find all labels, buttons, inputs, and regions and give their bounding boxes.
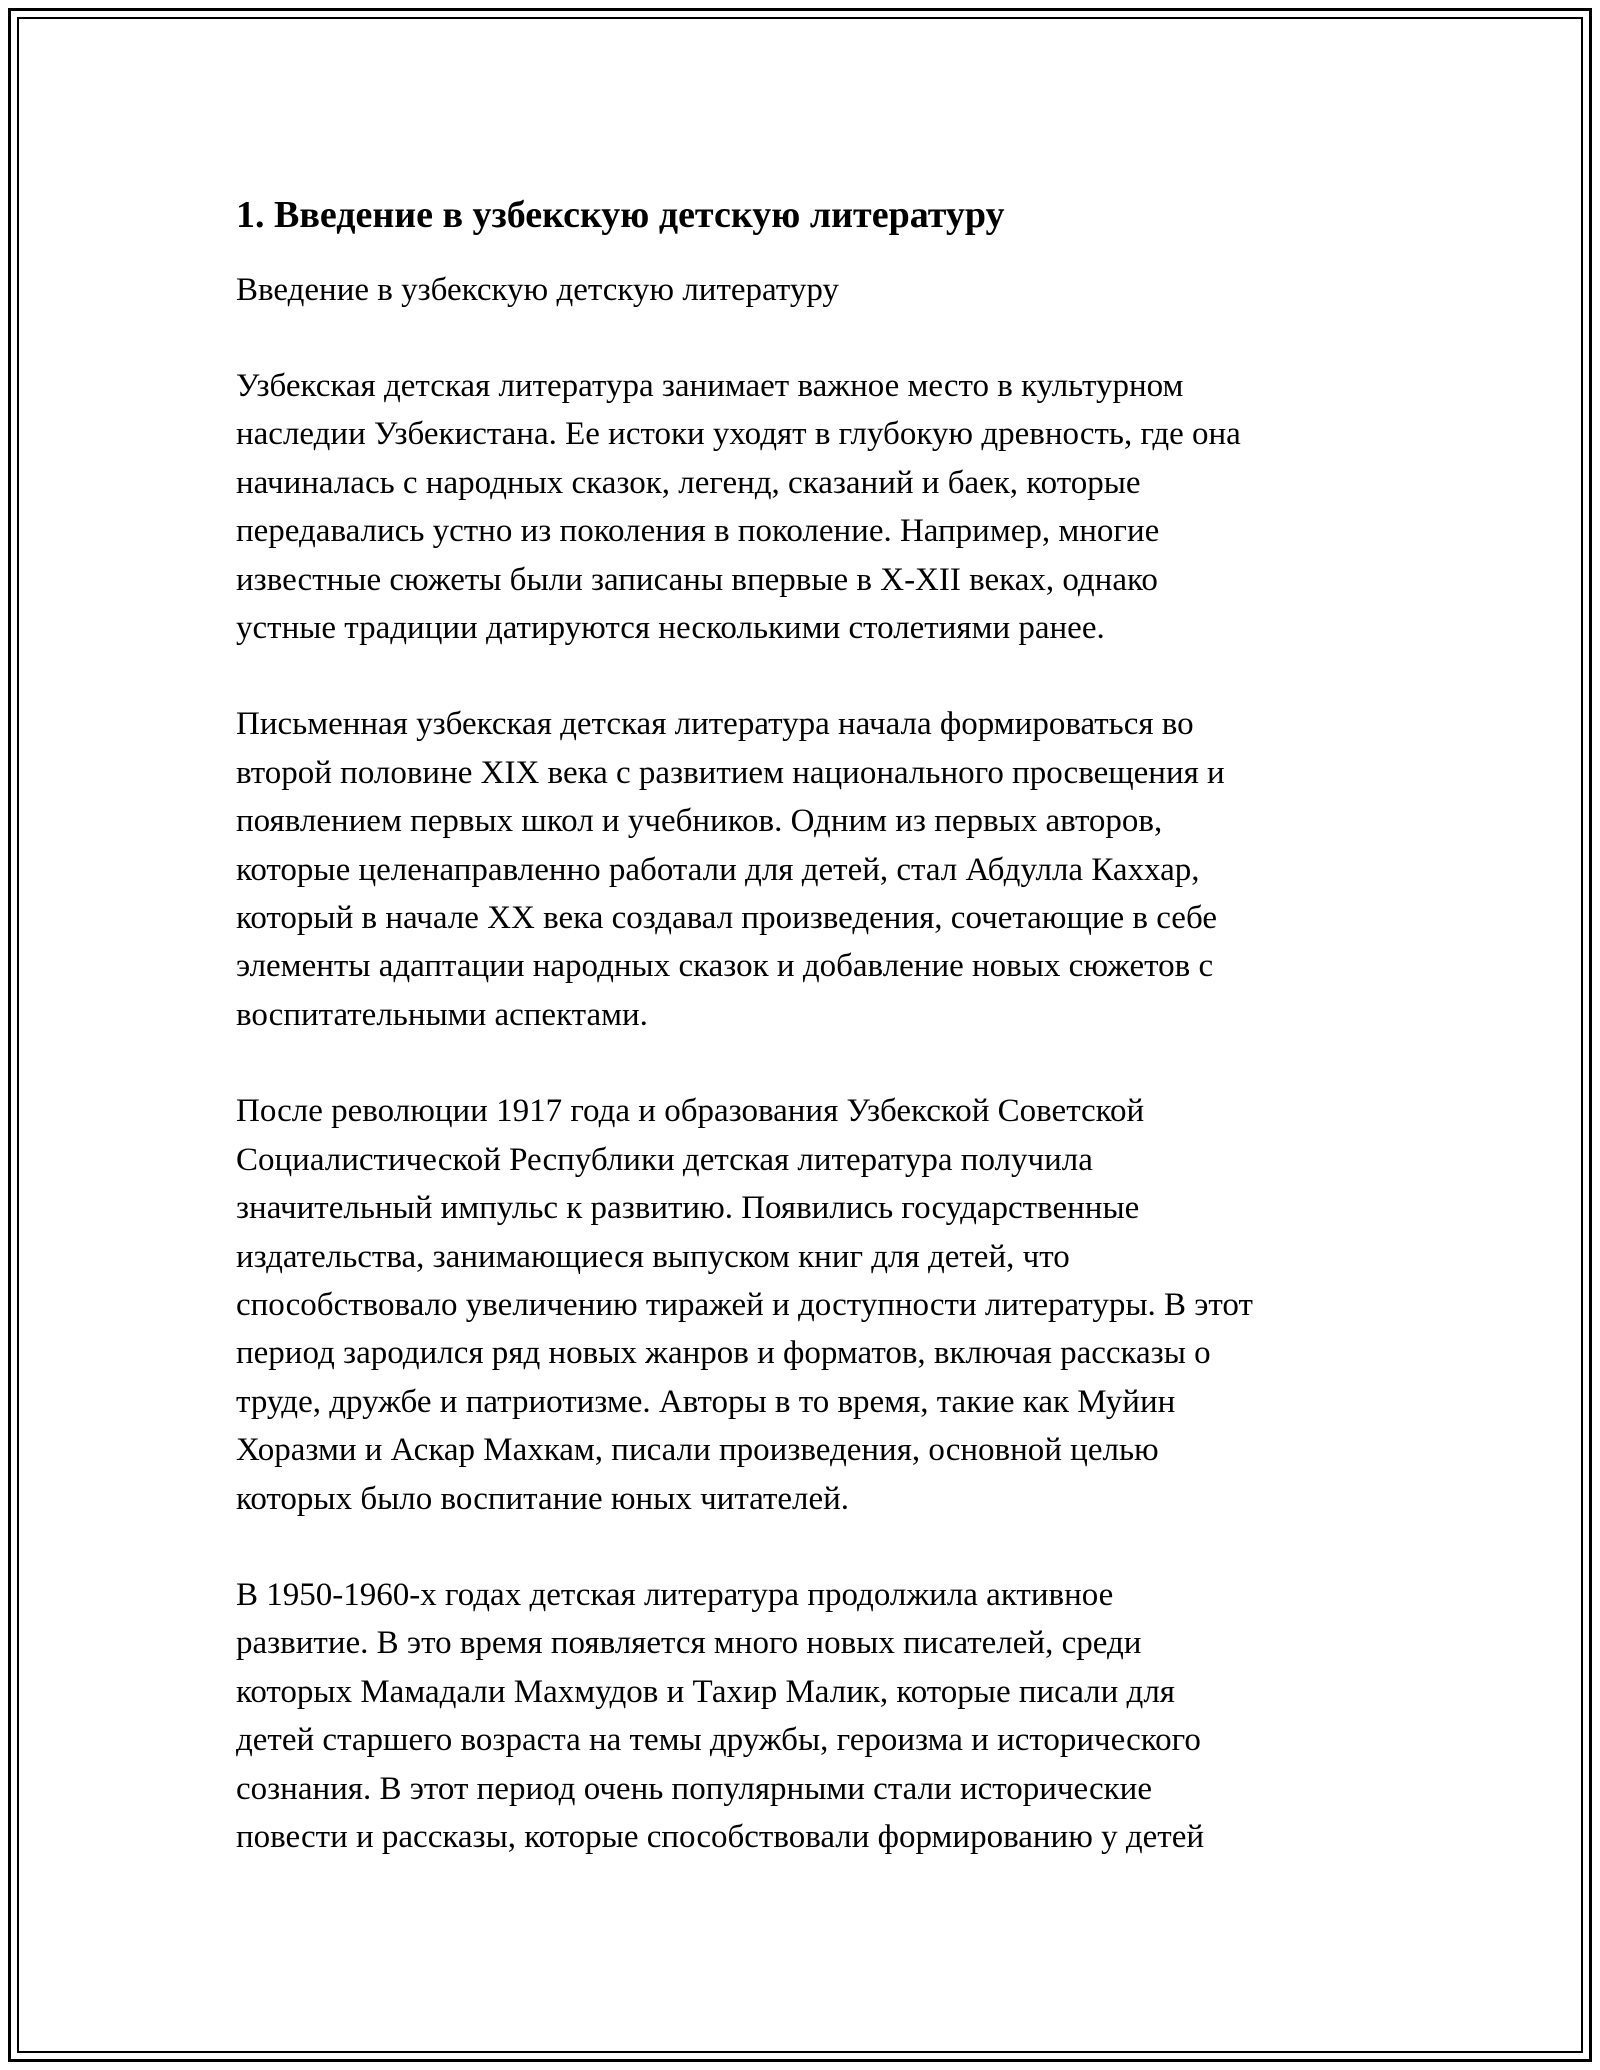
paragraph-line: После революции 1917 года и образования Узбекской Советской	[236, 1093, 1145, 1130]
paragraph-line: Социалистической Республики детская литература получила	[236, 1141, 1093, 1178]
paragraph-line: Хоразми и Аскар Махкам, писали произведения, основной целью	[236, 1432, 1159, 1469]
paragraph-line: Письменная узбекская детская литература начала формироваться во	[236, 706, 1194, 743]
paragraph-line: Узбекская детская литература занимает важное место в культурном	[236, 368, 1184, 404]
paragraph-line: значительный импульс к развитию. Появились государственные	[236, 1190, 1140, 1227]
paragraph-line: элементы адаптации народных сказок и добавление новых сюжетов с	[236, 948, 1214, 985]
paragraph-line: период зародился ряд новых жанров и форматов, включая рассказы о	[236, 1335, 1211, 1372]
paragraph-line: передавались устно из поколения в поколение. Например, многие	[236, 513, 1160, 550]
paragraph-line: известные сюжеты были записаны впервые в X-XII веках, однако	[236, 561, 1158, 598]
paragraph-line: которых Мамадали Махмудов и Тахир Малик, которые писали для	[236, 1673, 1175, 1710]
document-body	[236, 186, 1376, 1861]
section-subtitle: Введение в узбекскую детскую литературу	[236, 272, 839, 308]
paragraph-1	[236, 362, 1376, 652]
paragraph-line: которых было воспитание юных читателей.	[236, 1480, 850, 1517]
paragraph-line: способствовало увеличению тиражей и доступности литературы. В этот	[236, 1286, 1253, 1323]
section-heading: 1. Введение в узбекскую детскую литературу	[236, 194, 1005, 236]
paragraph-line: развитие. В это время появляется много новых писателей, среди	[236, 1625, 1142, 1662]
paragraph-line: сознания. В этот период очень популярными стали исторические	[236, 1770, 1152, 1807]
paragraph-line: наследии Узбекистана. Ее истоки уходят в глубокую древность, где она	[236, 416, 1241, 453]
paragraph-line: которые целенаправленно работали для детей, стал Абдулла Каххар,	[236, 851, 1200, 888]
paragraph-3	[236, 1087, 1376, 1523]
paragraph-line: труде, дружбе и патриотизме. Авторы в то время, такие как Муйин	[236, 1383, 1176, 1420]
paragraph-line: появлением первых школ и учебников. Одним из первых авторов,	[236, 803, 1163, 840]
paragraph-line: В 1950-1960-х годах детская литература продолжила активное	[236, 1576, 1114, 1613]
paragraph-line: устные традиции датируются несколькими столетиями ранее.	[236, 610, 1105, 647]
paragraph-line: детей старшего возраста на темы дружбы, героизма и исторического	[236, 1722, 1201, 1759]
paragraph-line: воспитательными аспектами.	[236, 996, 648, 1033]
paragraph-line: который в начале XX века создавал произведения, сочетающие в себе	[236, 900, 1217, 937]
paragraph-4	[236, 1571, 1376, 1861]
paragraph-line: второй половине XIX века с развитием национального просвещения и	[236, 754, 1225, 791]
paragraph-2	[236, 700, 1376, 1039]
paragraph-line: повести и рассказы, которые способствовали формированию у детей	[236, 1818, 1205, 1855]
paragraph-line: издательства, занимающиеся выпуском книг для детей, что	[236, 1238, 1070, 1275]
paragraph-line: начиналась с народных сказок, легенд, сказаний и баек, которые	[236, 464, 1141, 501]
